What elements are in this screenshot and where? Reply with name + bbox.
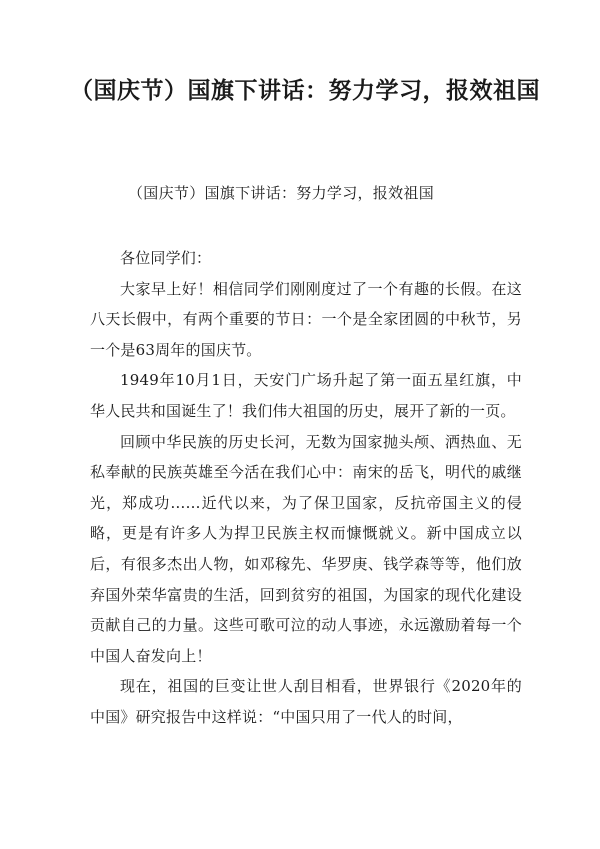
- greeting: 各位同学们：: [120, 249, 212, 267]
- paragraph: 现在，祖国的巨变让世人刮目相看，世界银行《2020年的中国》研究报告中这样说：“中国只用了一代人的时间，: [90, 677, 522, 726]
- paragraph: 1949年10月1日，天安门广场升起了第一面五星红旗，中华人民共和国诞生了！我们伟大祖国的历史，展开了新的一页。: [90, 371, 522, 420]
- paragraph: 回顾中华民族的历史长河，无数为国家抛头颅、洒热血、无私奉献的民族英雄至今活在我们心中：南宋的岳飞，明代的戚继光，郑成功……近代以来，为了保卫国家，反抗帝国主义的侵略，更是有许多人为捍卫民族主权而慷慨就义。新中国成立以后，有很多杰出人物，如邓稼先、华罗庚、钱学森等等，他们放弃国外荣华富贵的生活，回到贫穷的祖国，为国家的现代化建设贡献自己的力量。这些可歌可泣的动人事迹，永远激励着每一个中国人奋发向上！: [90, 432, 522, 665]
- document-subtitle: （国庆节）国旗下讲话：努力学习，报效祖国: [128, 184, 435, 202]
- paragraph: 大家早上好！相信同学们刚刚度过了一个有趣的长假。在这八天长假中，有两个重要的节日：一个是全家团圆的中秋节，另一个是63周年的国庆节。: [90, 279, 522, 359]
- document-title: （国庆节）国旗下讲话：努力学习，报效祖国: [70, 77, 540, 104]
- document-body: [90, 243, 522, 733]
